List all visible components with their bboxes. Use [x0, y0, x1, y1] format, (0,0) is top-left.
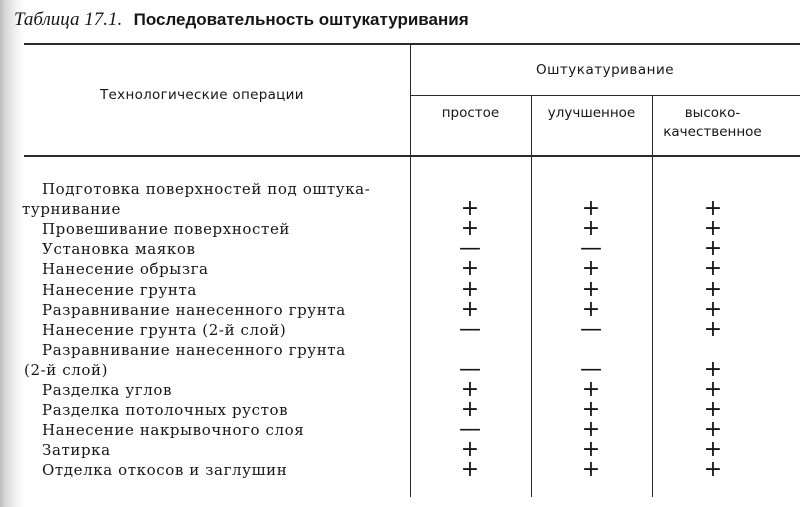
table-row	[0, 397, 800, 423]
plus-mark: +	[703, 356, 723, 382]
plus-mark: +	[460, 256, 480, 282]
operation-label: Нанесение обрызга	[42, 260, 209, 279]
operation-label: турнивание	[22, 200, 121, 219]
operation-label: Разделка углов	[42, 381, 173, 399]
operation-label: (2-й слой)	[24, 360, 109, 379]
plus-mark: +	[581, 417, 601, 443]
table-row	[0, 417, 800, 443]
plus-mark: +	[581, 377, 601, 402]
plus-mark: +	[703, 276, 723, 302]
plus-mark: +	[703, 417, 723, 443]
plus-mark: +	[581, 196, 601, 222]
plus-mark: +	[581, 397, 601, 423]
table-row	[0, 377, 800, 402]
plus-mark: +	[703, 457, 723, 483]
plus-mark: +	[703, 196, 723, 222]
operation-label: Нанесение грунта (2-й слой)	[42, 320, 287, 339]
operation-label: Нанесение накрывочного слоя	[42, 421, 305, 440]
table-row	[0, 256, 800, 282]
operation-label: Установка маяков	[42, 240, 196, 259]
plus-mark: +	[703, 216, 723, 242]
table-row	[0, 196, 800, 222]
dash-mark: —	[459, 417, 481, 443]
table-caption	[14, 9, 469, 31]
header-bottom-rule	[24, 155, 800, 157]
column-header-simple: простое	[441, 105, 500, 121]
dash-mark: —	[459, 236, 481, 262]
table-title: Последовательность оштукатуривания	[133, 10, 469, 29]
operation-label: Провешивание поверхностей	[42, 220, 291, 239]
plus-mark: +	[703, 316, 723, 342]
plus-mark: +	[581, 437, 601, 463]
dash-mark: —	[580, 236, 602, 262]
table-row	[0, 437, 800, 463]
plus-mark: +	[460, 437, 480, 463]
plus-mark: +	[581, 256, 601, 282]
plus-mark: +	[703, 236, 723, 262]
plus-mark: +	[581, 276, 601, 302]
plus-mark: +	[581, 216, 601, 242]
plus-mark: +	[703, 256, 723, 282]
group-header-rule	[410, 95, 800, 96]
dash-mark: —	[580, 356, 602, 382]
plus-mark: +	[703, 437, 723, 463]
table-top-rule	[24, 43, 800, 45]
plus-mark: +	[460, 196, 480, 222]
dash-mark: —	[580, 316, 602, 342]
plastering-group-header: Оштукатуривание	[535, 62, 675, 78]
operation-label: Нанесение грунта	[42, 280, 197, 299]
plus-mark: +	[703, 397, 723, 423]
table-row	[0, 316, 800, 342]
plus-mark: +	[581, 457, 601, 483]
plus-mark: +	[581, 296, 601, 322]
operation-label: Разравнивание нанесенного грунта	[42, 300, 346, 319]
plus-mark: +	[460, 216, 480, 242]
operation-label: Разравнивание нанесенного грунта	[42, 340, 346, 359]
operation-label: Разделка потолочных рустов	[42, 401, 289, 420]
operations-header: Технологические операции	[100, 87, 304, 103]
plus-mark: +	[703, 377, 723, 402]
plus-mark: +	[460, 296, 480, 322]
plus-mark: +	[703, 296, 723, 322]
operation-label: Отделка откосов и заглушин	[42, 461, 288, 480]
dash-mark: —	[459, 316, 481, 342]
table-row	[0, 296, 800, 322]
operation-label: Подготовка поверхностей под оштука-	[42, 180, 371, 198]
column-header-high-quality: высоко- качественное	[663, 105, 762, 140]
table-row	[0, 216, 800, 242]
column-header-improved: улучшенное	[547, 105, 636, 121]
plus-mark: +	[460, 377, 480, 402]
plus-mark: +	[460, 457, 480, 483]
table-row	[0, 356, 800, 382]
plus-mark: +	[460, 276, 480, 302]
dash-mark: —	[459, 356, 481, 382]
table-number: Таблица 17.1.	[14, 9, 123, 30]
table-row	[0, 457, 800, 483]
table-row	[0, 340, 800, 360]
plus-mark: +	[460, 397, 480, 423]
table-row	[0, 236, 800, 262]
table-row	[0, 179, 800, 199]
operation-label: Затирка	[42, 441, 111, 460]
table-row	[0, 276, 800, 302]
